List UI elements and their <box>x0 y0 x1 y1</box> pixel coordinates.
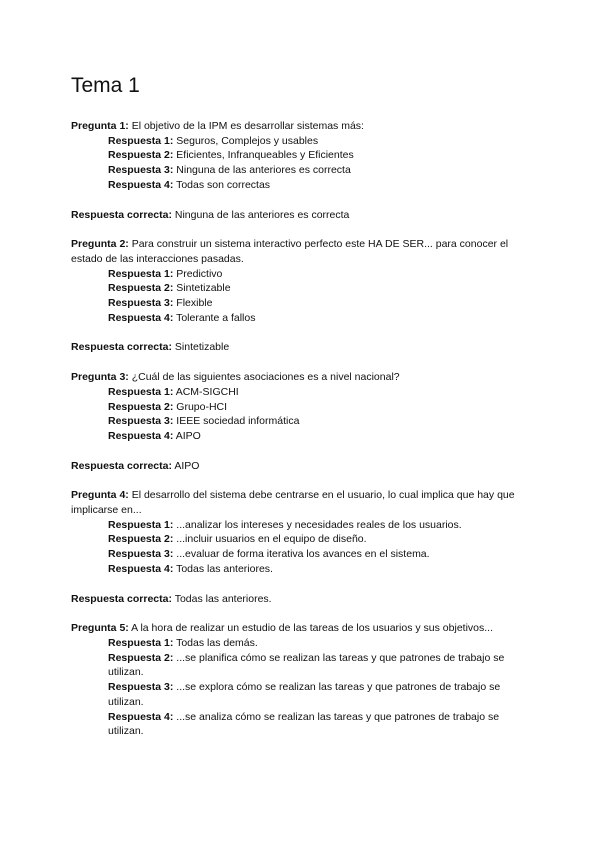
answer-label: Respuesta 1: <box>108 518 174 531</box>
question-block-3 <box>71 370 531 473</box>
answer-text: ...se planifica cómo se realizan las tareas y que patrones de trabajo se utilizan. <box>108 651 505 679</box>
answer-text: ...analizar los intereses y necesidades reales de los usuarios. <box>176 518 462 531</box>
question-3 <box>71 370 531 385</box>
answer-label: Respuesta 2: <box>108 400 174 413</box>
answer-text: Todas son correctas <box>176 178 271 191</box>
question-block-1 <box>71 119 531 222</box>
answer-label: Respuesta 3: <box>108 164 174 177</box>
answer-label: Respuesta 3: <box>108 548 174 561</box>
answer-text: ...incluir usuarios en el equipo de diseño. <box>176 533 367 546</box>
question-5 <box>71 621 531 636</box>
answer-text: Seguros, Complejos y usables <box>176 134 319 147</box>
question-4 <box>71 488 531 517</box>
question-block-5 <box>71 621 531 739</box>
answer-item <box>108 518 531 533</box>
question-label: Pregunta <box>71 489 117 502</box>
answer-item <box>108 296 531 311</box>
answer-list <box>108 518 531 577</box>
answer-item <box>108 414 531 429</box>
answer-label: Respuesta 4: <box>108 710 174 723</box>
answer-text: IEEE sociedad informática <box>176 415 300 428</box>
question-label: Pregunta <box>71 238 117 251</box>
answer-list <box>108 267 531 326</box>
answer-text: Ninguna de las anteriores es correcta <box>176 164 351 177</box>
correct-label: Respuesta correcta: <box>71 208 172 221</box>
question-text: El objetivo de la IPM es desarrollar sistemas más: <box>131 120 364 132</box>
answer-label: Respuesta 4: <box>108 429 174 442</box>
answer-label: Respuesta 2: <box>108 533 174 546</box>
answer-text: Predictivo <box>176 267 223 280</box>
correct-text: Ninguna de las anteriores es correcta <box>174 208 350 221</box>
question-number: 2: <box>119 238 129 251</box>
answer-item <box>108 281 531 296</box>
answer-text: Todas las anteriores. <box>176 562 273 575</box>
answer-item <box>108 547 531 562</box>
answer-text: Sintetizable <box>176 282 231 295</box>
correct-answer-3 <box>71 459 531 474</box>
answer-text: ...se explora cómo se realizan las tareas y que patrones de trabajo se utilizan. <box>108 681 501 708</box>
answer-item <box>108 680 531 709</box>
answer-item <box>108 311 531 326</box>
answer-text: Tolerante a fallos <box>176 311 256 324</box>
question-2 <box>71 237 531 266</box>
answer-label: Respuesta 3: <box>108 681 174 694</box>
answer-item <box>108 532 531 547</box>
question-number: 5: <box>119 622 129 635</box>
answer-item <box>108 710 531 739</box>
answer-item <box>108 267 531 282</box>
answer-item <box>108 385 531 400</box>
answer-text: Eficientes, Infranqueables y Eficientes <box>176 149 354 162</box>
correct-text: Todas las anteriores. <box>174 592 272 605</box>
question-text: El desarrollo del sistema debe centrarse en el usuario, lo cual implica que hay que implicarse en... <box>71 489 515 517</box>
page-title: Tema 1 <box>71 74 140 97</box>
answer-text: Flexible <box>176 297 213 310</box>
correct-label: Respuesta correcta: <box>71 592 172 605</box>
answer-item <box>108 400 531 415</box>
correct-label: Respuesta correcta: <box>71 459 172 472</box>
answer-label: Respuesta 1: <box>108 636 174 649</box>
answer-item <box>108 163 531 178</box>
correct-text: Sintetizable <box>174 341 230 354</box>
answer-text: AIPO <box>175 429 201 442</box>
question-text: A la hora de realizar un estudio de las tareas de los usuarios y sus objetivos... <box>131 622 493 635</box>
question-text: ¿Cuál de las siguientes asociaciones es a nivel nacional? <box>131 371 400 384</box>
answer-label: Respuesta 4: <box>108 178 174 191</box>
question-label: Pregunta <box>71 622 117 635</box>
answer-item <box>108 134 531 149</box>
answer-label: Respuesta 4: <box>108 562 174 575</box>
answer-list <box>108 134 531 193</box>
answer-list <box>108 385 531 444</box>
correct-answer-1 <box>71 208 531 223</box>
question-1 <box>71 119 531 134</box>
correct-answer-2 <box>71 340 531 355</box>
answer-item <box>108 178 531 193</box>
question-text: Para construir un sistema interactivo perfecto este HA DE SER... para conocer el estado de las interacciones pasadas. <box>71 238 509 265</box>
question-label: Pregunta <box>71 371 117 384</box>
question-number: 1: <box>119 120 129 132</box>
answer-item <box>108 562 531 577</box>
answer-text: ...evaluar de forma iterativa los avances en el sistema. <box>176 548 430 561</box>
question-label: Pregunta <box>71 120 117 132</box>
question-block-4 <box>71 488 531 606</box>
answer-label: Respuesta 4: <box>108 311 174 324</box>
answer-list <box>108 636 531 739</box>
correct-text: AIPO <box>174 459 200 472</box>
answer-label: Respuesta 1: <box>108 385 174 398</box>
answer-item <box>108 636 531 651</box>
answer-label: Respuesta 3: <box>108 297 174 310</box>
answer-label: Respuesta 2: <box>108 651 174 664</box>
answer-item <box>108 148 531 163</box>
correct-label: Respuesta correcta: <box>71 341 172 354</box>
answer-text: Todas las demás. <box>176 636 258 649</box>
correct-answer-4 <box>71 592 531 607</box>
question-number: 3: <box>119 371 129 384</box>
answer-text: ...se analiza cómo se realizan las tareas y que patrones de trabajo se utilizan. <box>108 710 500 738</box>
answer-label: Respuesta 2: <box>108 282 174 295</box>
answer-text: Grupo-HCI <box>176 400 228 413</box>
answer-label: Respuesta 2: <box>108 149 174 162</box>
question-number: 4: <box>119 489 129 502</box>
answer-label: Respuesta 1: <box>108 134 174 147</box>
answer-label: Respuesta 1: <box>108 267 174 280</box>
question-list <box>71 119 531 739</box>
answer-text: ACM-SIGCHI <box>175 385 239 398</box>
answer-item <box>108 429 531 444</box>
answer-label: Respuesta 3: <box>108 415 174 428</box>
question-block-2 <box>71 237 531 355</box>
answer-item <box>108 651 531 680</box>
